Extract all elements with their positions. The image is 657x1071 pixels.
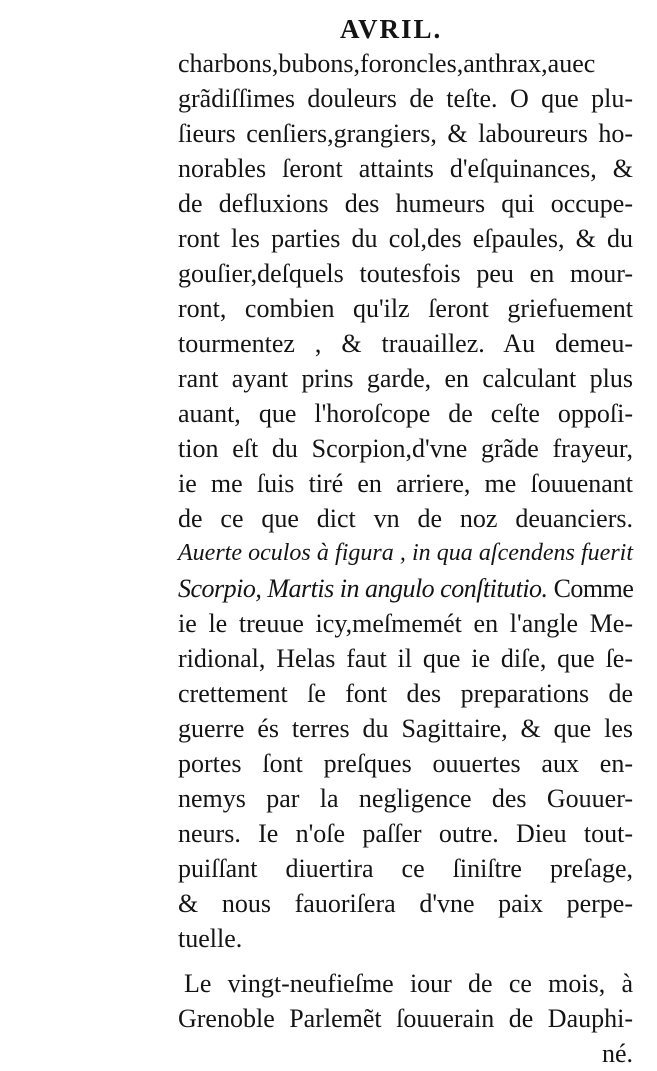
text-line: de ce que dict vn de noz deuanciers. — [178, 504, 633, 533]
latin-quote-line-mixed — [178, 571, 633, 606]
text-line: neurs. Ie n'oſe paſſer outre. Dieu tout- — [178, 819, 633, 848]
text-line: tourmentez , & trauaillez. Au demeu- — [178, 329, 633, 358]
latin-quote-end: Scorpio, Martis in angulo conſtitutio. — [178, 574, 548, 603]
paragraph-gap — [178, 956, 633, 966]
paragraph-start-line: Le vingt-neufieſme iour de ce mois, à — [184, 969, 633, 998]
text-line: norables ſeront attaints d'eſquinances, & — [178, 154, 633, 183]
text-line: tion eſt du Scorpion,d'vne grãde frayeur, — [178, 434, 633, 463]
text-line: tuelle. — [178, 924, 243, 953]
text-line: ie me ſuis tiré en arriere, me ſouuenant — [178, 469, 633, 498]
running-head: AVRIL. — [340, 14, 443, 44]
text-line: Grenoble Parlemẽt ſouuerain de Dauphi- — [178, 1004, 633, 1033]
line-continuation: Comme — [547, 574, 634, 603]
text-line: ſieurs cenſiers,grangiers, & laboureurs ho- — [178, 119, 633, 148]
text-line: portes ſont preſques ouuertes aux en- — [178, 749, 633, 778]
text-line: ridional, Helas faut il que ie diſe, que ſe- — [178, 644, 633, 673]
text-line: ront, combien qu'ilz ſeront grief‍uement — [178, 294, 633, 323]
text-line: de defluxions des humeurs qui occupe- — [178, 189, 633, 218]
text-line: ront les parties du col,des eſpaules, & du — [178, 224, 633, 253]
text-line: rant ayant prins garde, en calculant plus — [178, 364, 633, 393]
body-text — [178, 46, 633, 1071]
catchword-line: né. — [601, 1039, 633, 1068]
text-line: puiſſant diuertira ce ſiniſtre preſage, — [178, 854, 633, 883]
latin-quote-line: Auerte oculos à figura , in qua aſcendens fuerit — [178, 540, 633, 566]
text-line: & nous fauoriſera d'vne paix perpe- — [178, 889, 633, 918]
text-line: crettement ſe font des preparations de — [178, 679, 633, 708]
text-line: nemys par la negligence des Gouuer- — [178, 784, 633, 813]
text-line: ie le treuue icy,meſmemét en l'angle Me- — [178, 609, 633, 638]
text-line: gouſier,deſquels toutesfois peu en mour- — [178, 259, 633, 288]
text-line: grãdiſſimes douleurs de teſte. O que plu- — [178, 84, 633, 113]
text-line: auant, que l'horoſcope de ceſte oppoſi- — [178, 399, 633, 428]
text-line: charbons,bubons,foroncles,anthrax,auec — [178, 49, 596, 78]
text-line: guerre és terres du Sagittaire, & que les — [178, 714, 633, 743]
